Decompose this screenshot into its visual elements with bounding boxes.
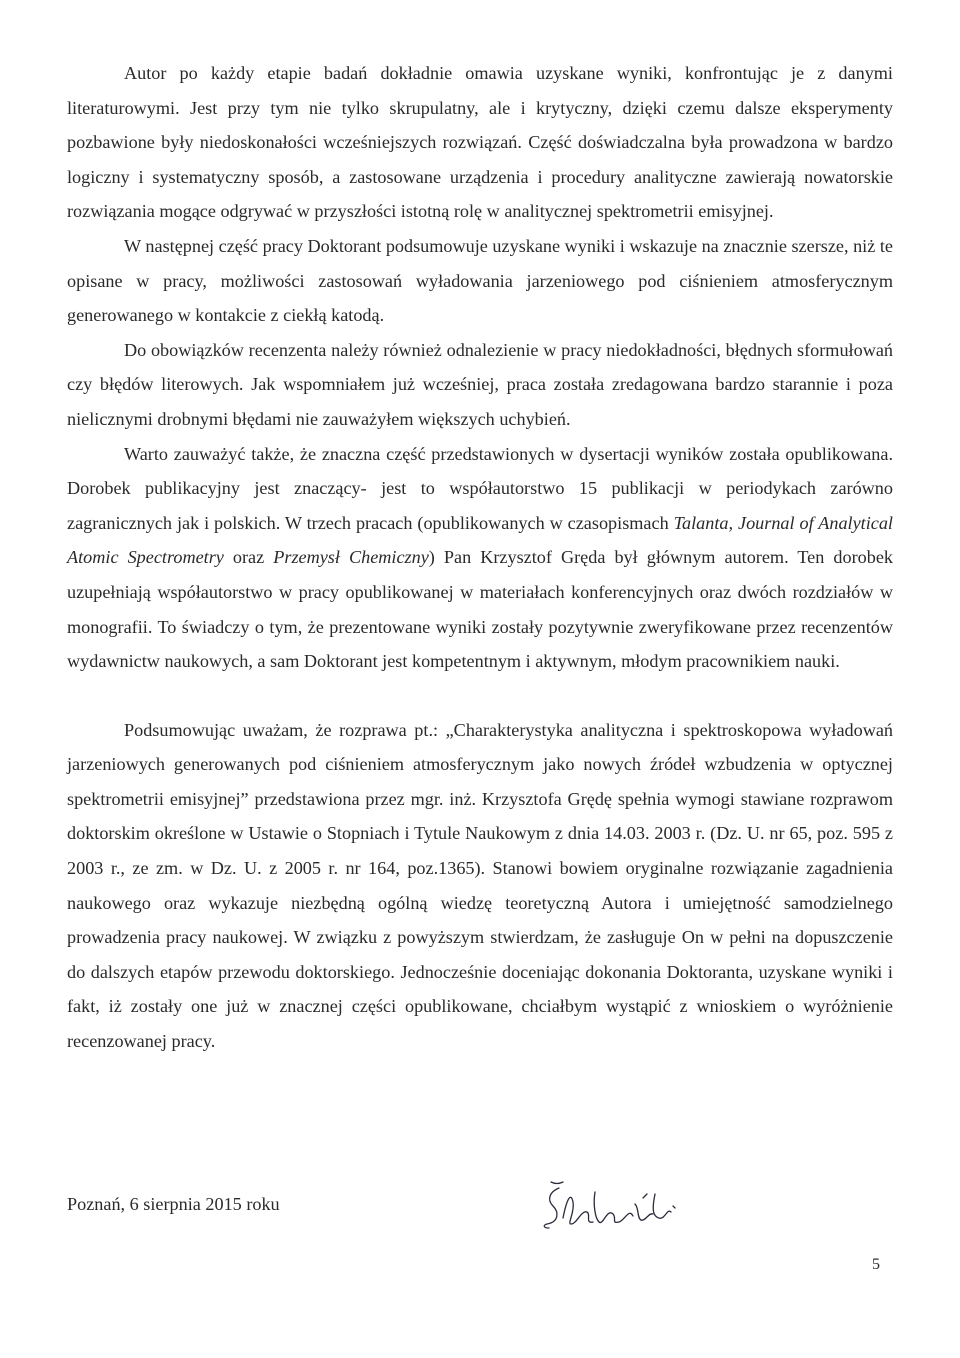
paragraph-spacer (67, 679, 893, 713)
text-run: ) Pan Krzysztof Gręda był głównym autorem. Ten dorobek uzupełniają współautorstwo w pracy opublikowanej w materiałach konferencyjnych oraz dwóch rozdziałów w monografii. To świadczy o tym, że prezentowane wyniki zostały pozytywnie zweryfikowane przez recenzentów wydawnictw naukowych, a sam Doktorant jest kompetentnym i aktywnym, młodym pracownikiem nauki. (67, 547, 893, 672)
paragraph-5 (67, 713, 893, 1059)
text-run: Autor po każdy etapie badań dokładnie omawia uzyskane wyniki, konfrontując je z danymi literaturowymi. Jest przy tym nie tylko skrupulatny, ale i krytyczny, dzięki czemu dalsze eksperymenty pozbawione były niedoskonałości wcześniejszych rozwiązań. Część doświadczalna była prowadzona w bardzo logiczny i systematyczny sposób, a zastosowane urządzenia i procedury analityczne zawierają nowatorskie rozwiązania mogące odgrywać w przyszłości istotną rolę w analitycznej spektrometrii emisyjnej. (67, 63, 893, 222)
text-run: oraz (223, 547, 274, 568)
paragraph-1 (67, 56, 893, 229)
paragraph-4 (67, 437, 893, 679)
page-number: 5 (872, 1256, 880, 1273)
place-and-date: Poznań, 6 sierpnia 2015 roku (67, 1194, 280, 1214)
document-footer (67, 1188, 893, 1248)
paragraph-2 (67, 229, 893, 333)
italic-title: Talanta, Journal of Analytical Atomic Spectrometry (67, 512, 893, 568)
italic-title: Przemysł Chemiczny (273, 547, 429, 568)
text-run: Podsumowując uważam, że rozprawa pt.: „Charakterystyka analityczna i spektroskopowa wyładowań jarzeniowych generowanych pod ciśnieniem atmosferycznym jako nowych źródeł wzbudzenia w optycznej spektrometrii emisyjnej” przedstawiona przez mgr. inż. Krzysztofa Grędę spełnia wymogi stawiane rozprawom doktorskim określone w Ustawie o Stopniach i Tytule Naukowym z dnia 14.03. 2003 r. (Dz. U. nr 65, poz. 595 z 2003 r., ze zm. w Dz. U. z 2005 r. nr 164, poz.1365). Stanowi bowiem oryginalne rozwiązanie zagadnienia naukowego oraz wykazuje niezbędną ogólną wiedzę teoretyczną Autora i umiejętność samodzielnego prowadzenia pracy naukowej. W związku z powyższym stwierdzam, że zasługuje On w pełni na dopuszczenie do dalszych etapów przewodu doktorskiego. Jednocześnie doceniając dokonania Doktoranta, uzyskane wyniki i fakt, iż zostały one już w znacznej części opublikowane, chciałbym wystąpić z wnioskiem o wyróżnienie recenzowanej pracy. (67, 719, 893, 1052)
paragraph-3 (67, 333, 893, 437)
text-run: Warto zauważyć także, że znaczna część przedstawionych w dysertacji wyników została opublikowana. Dorobek publikacyjny jest znaczący- jest to współautorstwo 15 publikacji w periodykach zarówno zagranicznych jak i polskich. W trzech pracach (opublikowanych w czasopismach (67, 443, 893, 533)
handwritten-signature (537, 1178, 687, 1242)
document-body (67, 56, 893, 1059)
text-run: W następnej część pracy Doktorant podsumowuje uzyskane wyniki i wskazuje na znacznie szersze, niż te opisane w pracy, możliwości zastosowań wyładowania jarzeniowego pod ciśnieniem atmosferycznym generowanego w kontakcie z ciekłą katodą. (67, 235, 893, 326)
text-run: Do obowiązków recenzenta należy również odnalezienie w pracy niedokładności, błędnych sformułowań czy błędów literowych. Jak wspomniałem już wcześniej, praca została zredagowana bardzo starannie i poza nielicznymi drobnymi błędami nie zauważyłem większych uchybień. (67, 339, 893, 429)
